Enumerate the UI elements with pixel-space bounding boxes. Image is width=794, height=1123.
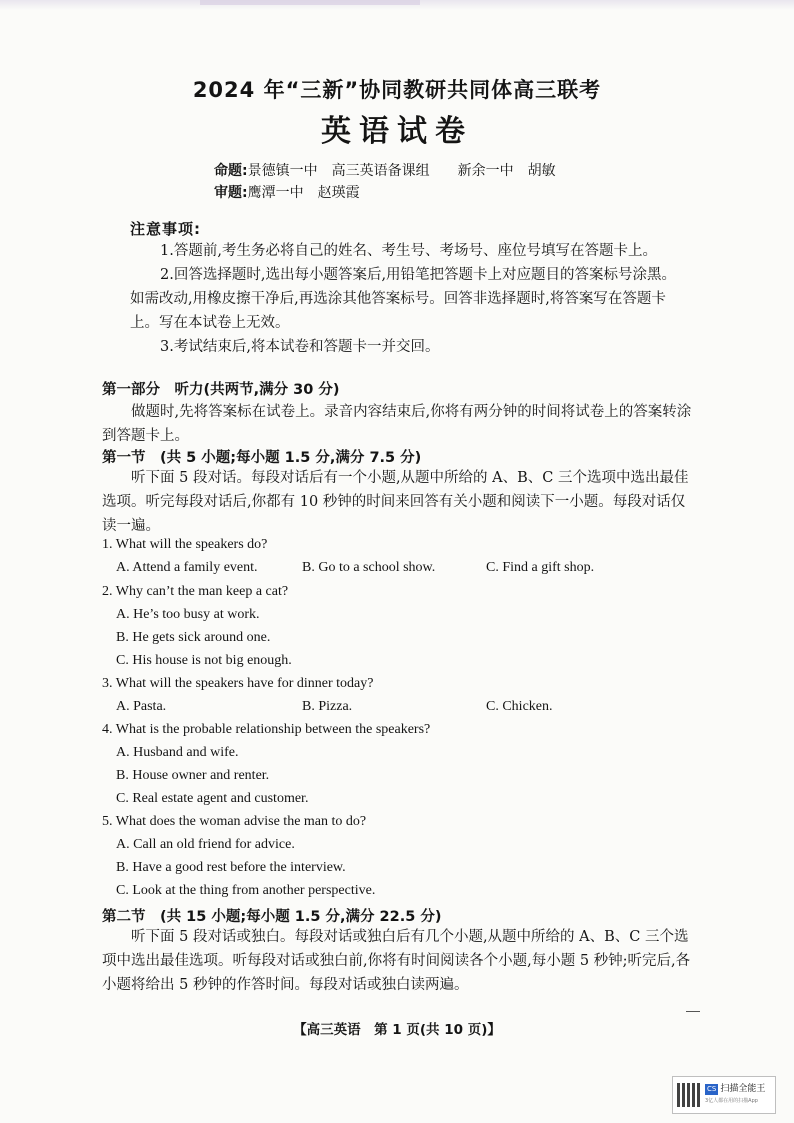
section2-heading: 第二节 (共 15 小题;每小题 1.5 分,满分 22.5 分) <box>102 909 442 925</box>
q2-option-b: B. He gets sick around one. <box>116 630 271 645</box>
q5-option-b: B. Have a good rest before the interview. <box>116 860 346 875</box>
question-1: 1. What will the speakers do? <box>102 537 268 552</box>
question-2: 2. Why can’t the man keep a cat? <box>102 584 289 599</box>
q2-option-a: A. He’s too busy at work. <box>116 607 260 622</box>
setter-label: 命题: <box>214 163 248 179</box>
q1-option-c: C. Find a gift shop. <box>486 560 595 575</box>
question-4: 4. What is the probable relationship between the speakers? <box>102 722 431 737</box>
q5-option-a: A. Call an old friend for advice. <box>116 837 295 852</box>
watermark-sub: 3亿人都在用的扫描App <box>705 1097 758 1104</box>
setter-value: 景德镇一中 高三英语备课组 新余一中 胡敏 <box>247 163 556 179</box>
notice-heading: 注意事项: <box>130 220 201 238</box>
q4-option-c: C. Real estate agent and customer. <box>116 791 309 806</box>
q1-option-b: B. Go to a school show. <box>302 560 436 575</box>
notice-item-3: 3.考试结束后,将本试卷和答题卡一并交回。 <box>160 339 440 355</box>
page-footer: 【高三英语 第 1 页(共 10 页)】 <box>293 1022 501 1038</box>
section1-heading: 第一节 (共 5 小题;每小题 1.5 分,满分 7.5 分) <box>102 450 422 466</box>
question-5: 5. What does the woman advise the man to do? <box>102 814 367 829</box>
q5-option-c: C. Look at the thing from another perspective. <box>116 883 376 898</box>
q3-option-b: B. Pizza. <box>302 699 353 714</box>
section2-intro: 听下面 5 段对话或独白。每段对话或独白后有几个小题,从题中所给的 A、B、C 三个选项中选出最佳选项。听每段对话或独白前,你将有时间阅读各个小题,每小题 5 秒钟;听完后,各小题将给出 5 秒钟的作答时间。每段对话或独白读两遍。 <box>102 929 691 993</box>
setter-line <box>214 160 556 180</box>
part1-heading: 第一部分 听力(共两节,满分 30 分) <box>102 382 340 398</box>
part1-intro: 做题时,先将答案标在试卷上。录音内容结束后,你将有两分钟的时间将试卷上的答案转涂到答题卡上。 <box>102 404 692 444</box>
reviewer-label: 审题: <box>214 185 248 201</box>
page-edge-mark <box>686 1011 700 1012</box>
notice-item-1: 1.答题前,考生务必将自己的姓名、考生号、考场号、座位号填写在答题卡上。 <box>160 243 657 259</box>
q3-option-a: A. Pasta. <box>116 699 167 714</box>
reviewer-value: 鹰潭一中 赵瑛霞 <box>247 185 360 201</box>
scan-top-mark <box>200 0 420 5</box>
q4-option-b: B. House owner and renter. <box>116 768 270 783</box>
q1-option-a: A. Attend a family event. <box>116 560 258 575</box>
q2-option-c: C. His house is not big enough. <box>116 653 292 668</box>
notice-item-2: 2.回答选择题时,选出每小题答案后,用铅笔把答题卡上对应题目的答案标号涂黑。如需改动,用橡皮擦干净后,再选涂其他答案标号。回答非选择题时,将答案写在答题卡上。写在本试卷上无效。 <box>130 267 677 331</box>
q4-option-a: A. Husband and wife. <box>116 745 239 760</box>
q3-option-c: C. Chicken. <box>486 699 553 714</box>
watermark-text <box>705 1084 765 1107</box>
question-3: 3. What will the speakers have for dinner today? <box>102 676 374 691</box>
watermark-name: 扫描全能王 <box>720 1083 766 1094</box>
reviewer-line <box>214 182 360 202</box>
scanner-watermark <box>672 1076 776 1114</box>
section1-intro: 听下面 5 段对话。每段对话后有一个小题,从题中所给的 A、B、C 三个选项中选出最佳选项。听完每段对话后,你都有 10 秒钟的时间来回答有关小题和阅读下一小题。每段对话仅读一遍。 <box>102 470 689 534</box>
cs-logo-icon: CS <box>707 1084 717 1093</box>
subject-title: 英语试卷 <box>321 114 473 149</box>
exam-title: 2024 年“三新”协同教研共同体高三联考 <box>192 78 602 102</box>
qr-code-icon <box>677 1083 701 1107</box>
